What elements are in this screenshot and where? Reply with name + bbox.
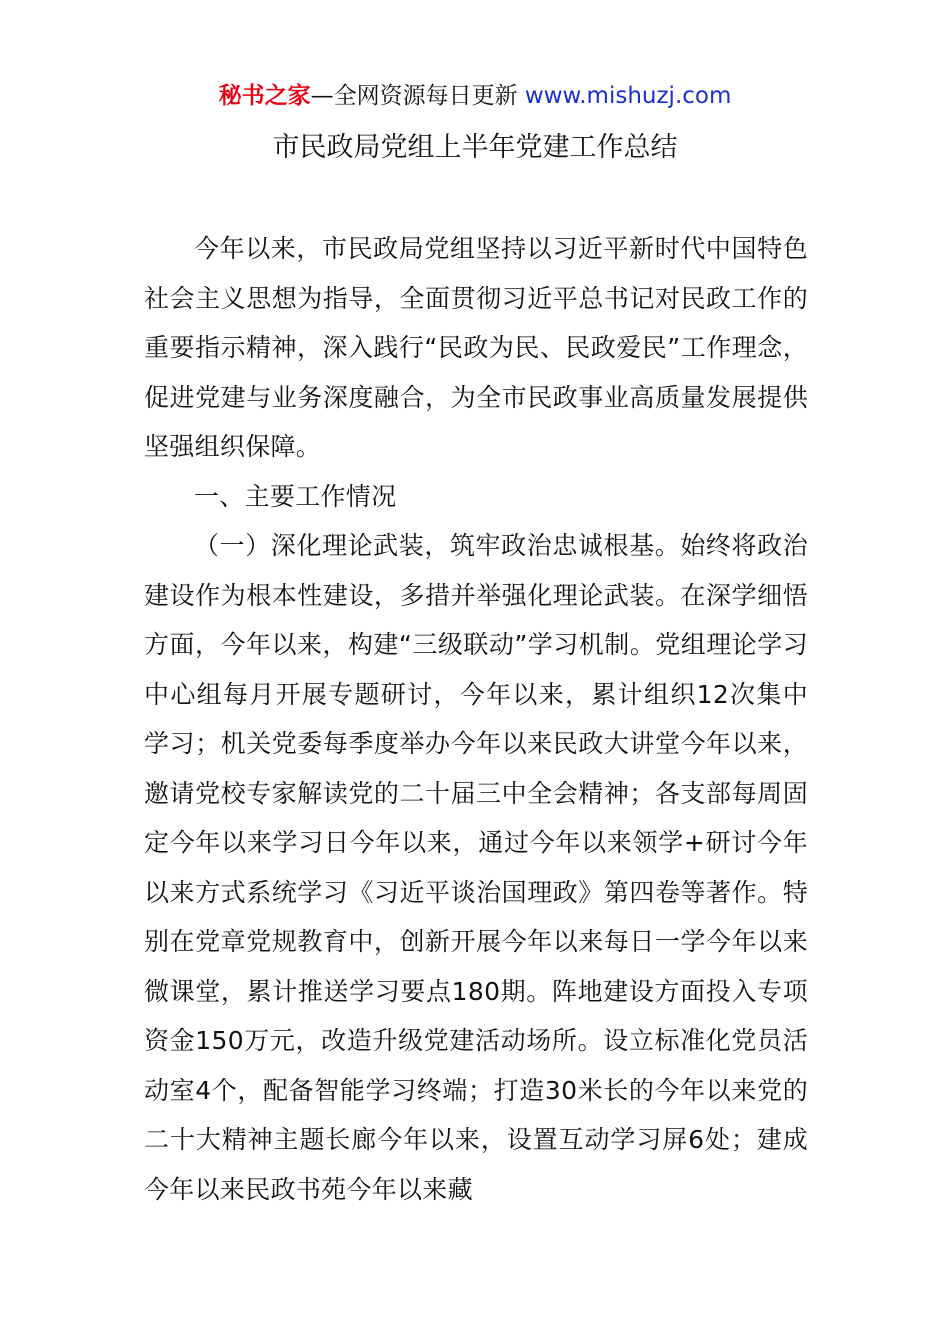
site-brand: 秘书之家 <box>218 83 311 109</box>
site-header <box>0 80 950 112</box>
section-heading: 一、主要工作情况 <box>194 481 397 511</box>
document-body <box>144 224 808 1214</box>
intro-paragraph: 今年以来，市民政局党组坚持以习近平新时代中国特色社会主义思想为指导，全面贯彻习近平总书记对民政工作的重要指示精神，深入践行“民政为民、民政爱民”工作理念，促进党建与业务深度融合，为全市民政事业高质量发展提供坚强组织保障。 <box>144 234 808 461</box>
site-url[interactable]: www.mishuzj.com <box>524 83 732 109</box>
document-title: 市民政局党组上半年党建工作总结 <box>272 132 678 163</box>
body-paragraph: （一）深化理论武装，筑牢政治忠诚根基。始终将政治建设作为根本性建设，多措并举强化理论武装。在深学细悟方面，今年以来，构建“三级联动”学习机制。党组理论学习中心组每月开展专题研讨，今年以来，累计组织12次集中学习；机关党委每季度举办今年以来民政大讲堂今年以来，邀请党校专家解读党的二十届三中全会精神；各支部每周固定今年以来学习日今年以来，通过今年以来领学+研讨今年以来方式系统学习《习近平谈治国理政》第四卷等著作。特别在党章党规教育中，创新开展今年以来每日一学今年以来微课堂，累计推送学习要点180期。阵地建设方面投入专项资金150万元，改造升级党建活动场所。设立标准化党员活动室4个，配备智能学习终端；打造30米长的今年以来党的二十大精神主题长廊今年以来，设置互动学习屏6处；建成今年以来民政书苑今年以来藏 <box>144 531 808 1204</box>
site-tagline: —全网资源每日更新 <box>310 83 525 109</box>
